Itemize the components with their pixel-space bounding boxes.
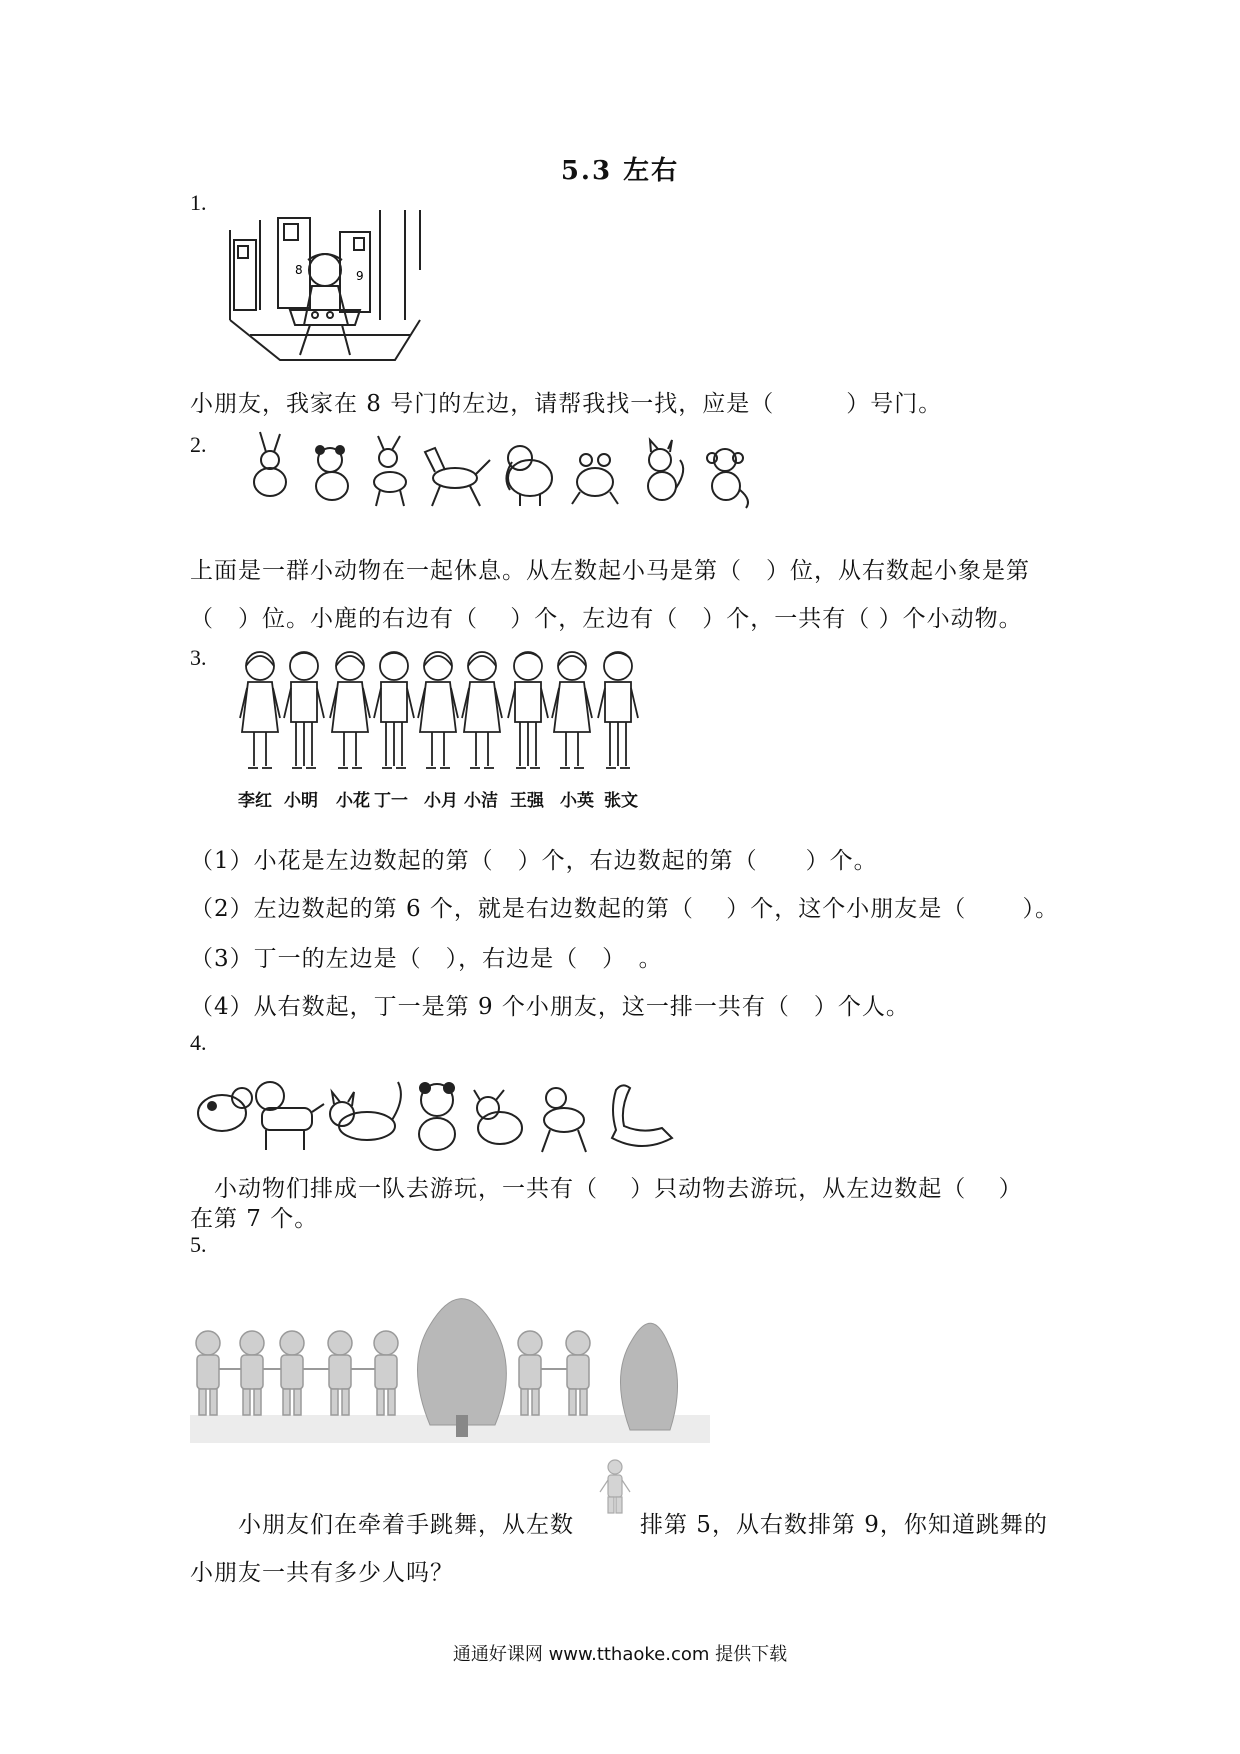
child-name: 小洁 (464, 791, 498, 811)
question-1-text: 小朋友，我家在 8 号门的左边，请帮我找一找，应是（ ）号门。 (190, 391, 943, 417)
mouse-icon (198, 1088, 252, 1131)
children-line-illustration (238, 648, 658, 778)
child-name: 小月 (424, 791, 458, 811)
child-name: 小明 (284, 791, 318, 811)
resting-animals-illustration (240, 430, 760, 510)
child-figure (374, 652, 414, 768)
raccoon-icon (474, 1090, 522, 1144)
dancing-child (374, 1331, 398, 1415)
child-name: 李红 (238, 791, 272, 811)
question-3-sub-2: （2）左边数起的第 6 个，就是右边数起的第（ ）个，这个小朋友是（ ）。 (190, 896, 1060, 922)
deer-icon (374, 436, 406, 506)
child-figure (508, 652, 548, 768)
question-3-sub-3: （3）丁一的左边是（ ），右边是（ ） 。 (190, 946, 663, 972)
footer-source: 通通好课网 www.tthaoke.com 提供下载 (452, 1644, 788, 1665)
animal-queue-illustration (192, 1068, 692, 1158)
child-figure-icon (596, 1458, 634, 1518)
frog-icon (572, 454, 618, 504)
child-figure (418, 652, 458, 768)
question-5-line-2: 小朋友一共有多少人吗？ (190, 1560, 454, 1586)
rabbit-icon (254, 432, 286, 496)
child-name: 丁一 (374, 791, 408, 811)
tree-trunk (456, 1415, 468, 1437)
elephant-icon (506, 446, 552, 506)
dog-icon (256, 1082, 324, 1150)
fawn-icon (542, 1088, 586, 1152)
question-4-line-2: 在第 7 个。 (190, 1206, 319, 1232)
dancing-children-illustration (190, 1265, 710, 1445)
question-4-line-1: 小动物们排成一队去游玩，一共有（ ）只动物去游玩，从左边数起（ ） (190, 1176, 1023, 1202)
child-name: 张文 (604, 791, 638, 811)
page-title: 5.3 左右 (560, 156, 680, 186)
monkey-icon (707, 449, 748, 508)
question-1-number: 1. (190, 190, 207, 215)
child-name: 小花 (336, 791, 370, 811)
child-figure (598, 652, 638, 768)
dancing-child (328, 1331, 352, 1415)
child-figure (330, 652, 370, 768)
child-figure (284, 652, 324, 768)
question-3-number: 3. (190, 645, 207, 670)
question-5-line-1b: 排第 5，从右数排第 9，你知道跳舞的 (640, 1512, 1048, 1538)
child-name: 小英 (560, 791, 594, 811)
child-figure (240, 652, 280, 768)
hallway-doors-illustration (220, 210, 440, 370)
children-names-row (238, 786, 658, 810)
dancing-child (566, 1331, 590, 1415)
cat-icon (330, 1082, 401, 1140)
child-figure (552, 652, 592, 768)
panda-icon (419, 1083, 455, 1150)
tree-icon (418, 1299, 507, 1425)
child-figure (462, 652, 502, 768)
question-2-line-1: 上面是一群小动物在一起休息。从左数起小马是第（ ）位，从右数起小象是第 (190, 558, 1030, 584)
question-2-number: 2. (190, 432, 207, 457)
child-name: 王强 (510, 791, 544, 811)
panda-icon (316, 446, 348, 500)
svg-text:9: 9 (356, 269, 364, 283)
question-5-number: 5. (190, 1232, 207, 1257)
question-5-line-1a: 小朋友们在牵着手跳舞，从左数 (190, 1512, 574, 1538)
question-3-sub-4: （4）从右数起，丁一是第 9 个小朋友，这一排一共有（ ）个人。 (190, 994, 910, 1020)
question-3-sub-1: （1）小花是左边数起的第（ ）个，右边数起的第（ ）个。 (190, 848, 878, 874)
dancing-child (518, 1331, 542, 1415)
tree-icon (620, 1323, 677, 1430)
dancing-child (280, 1331, 304, 1415)
dancing-child (240, 1331, 264, 1415)
dancing-child (196, 1331, 220, 1415)
svg-text:8: 8 (295, 263, 303, 277)
cat-icon (648, 440, 683, 500)
question-2-line-2: （ ）位。小鹿的右边有（ ）个，左边有（ ）个，一共有（ ）个小动物。 (190, 606, 1023, 632)
horse-icon (425, 448, 490, 506)
question-4-number: 4. (190, 1030, 207, 1055)
swan-icon (612, 1085, 672, 1146)
